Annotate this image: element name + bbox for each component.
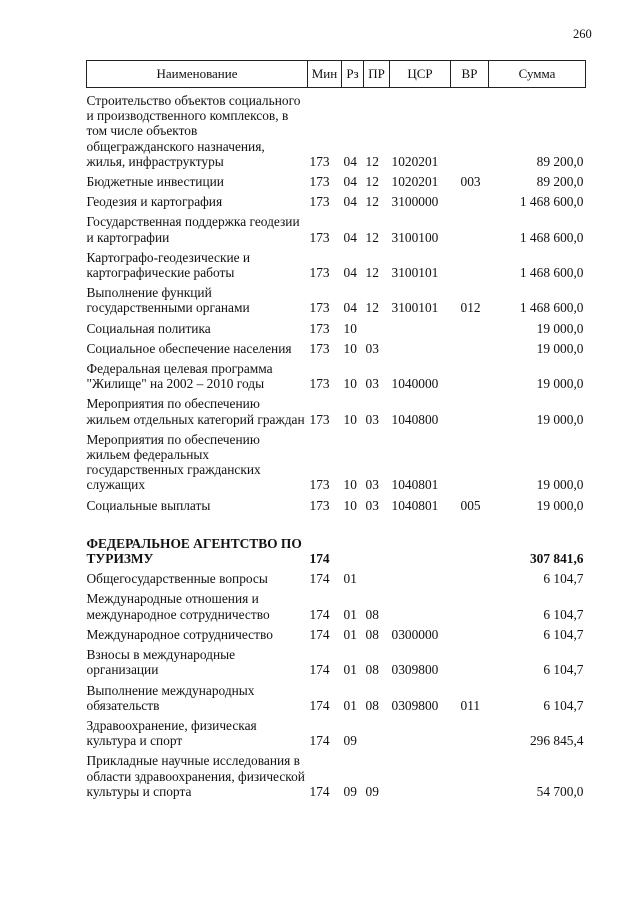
cell-pr: 12 [365,153,379,169]
cell-csr [390,316,451,336]
cell-sum: 19 000,0 [536,376,584,392]
cell-min: 174 [309,606,330,622]
header-sum: Сумма [489,61,586,88]
cell-csr: 3100000 [391,194,439,210]
cell-vr [451,336,489,356]
cell-csr: 3100100 [391,229,439,245]
cell-sum: 1 468 600,0 [519,265,584,281]
cell-rz: 10 [343,340,357,356]
cell-sum: 6 104,7 [543,606,584,622]
table-row [87,336,586,356]
cell-sum: 1 468 600,0 [519,229,584,245]
cell-rz: 10 [343,477,357,493]
table-row [87,748,586,799]
cell-vr [451,245,489,280]
cell-vr [451,189,489,209]
cell-vr [451,356,489,391]
cell-sum: 6 104,7 [543,662,584,678]
header-vr: ВР [451,61,489,88]
cell-rz: 10 [343,376,357,392]
cell-pr: 08 [365,626,379,642]
cell-name: Мероприятия по обеспечению жильем отдельных категорий граждан [86,396,305,427]
cell-sum: 19 000,0 [536,340,584,356]
cell-pr: 08 [365,697,379,713]
cell-name: Бюджетные инвестиции [86,174,224,190]
cell-sum: 89 200,0 [536,153,584,169]
page-number: 260 [573,27,592,41]
cell-rz: 01 [343,697,357,713]
cell-min: 173 [309,174,330,190]
cell-csr: 1040801 [391,477,439,493]
cell-vr: 003 [460,174,481,190]
cell-name: Общегосударственные вопросы [86,571,268,587]
table-row [87,713,586,748]
cell-vr [451,427,489,493]
table-row [87,209,586,244]
cell-min: 173 [309,153,330,169]
cell-vr [451,566,489,586]
table-row [87,586,586,621]
cell-min: 173 [309,340,330,356]
cell-min: 173 [309,300,330,316]
cell-min: 173 [309,497,330,513]
cell-min: 173 [309,320,330,336]
table-header-row [87,61,586,88]
cell-pr: 08 [365,662,379,678]
cell-rz: 04 [343,194,357,210]
cell-pr: 12 [365,174,379,190]
cell-pr: 12 [365,229,379,245]
cell-min: 174 [309,551,330,567]
cell-pr: 03 [365,376,379,392]
cell-pr: 03 [365,340,379,356]
cell-name: Картографо-геодезические и картографические работы [86,249,251,281]
cell-rz: 09 [343,783,357,799]
cell-name: Государственная поддержка геодезии и картографии [86,214,300,245]
cell-min: 174 [309,662,330,678]
cell-rz: 09 [343,733,357,749]
cell-sum: 296 845,4 [529,733,584,749]
cell-sum: 19 000,0 [536,320,584,336]
cell-csr [390,748,451,799]
cell-name: Социальная политика [86,320,211,336]
cell-vr [451,513,489,566]
cell-pr: 12 [365,265,379,281]
cell-rz [342,513,364,566]
cell-name: Международное сотрудничество [86,626,273,642]
cell-rz: 04 [343,153,357,169]
table-row [87,513,586,566]
table-row [87,622,586,642]
cell-pr [364,713,390,748]
cell-sum: 1 468 600,0 [519,300,584,316]
cell-rz: 01 [343,662,357,678]
cell-rz: 04 [343,229,357,245]
cell-vr [451,713,489,748]
cell-vr [451,88,489,170]
cell-csr: 1020201 [391,153,439,169]
cell-pr [364,513,390,566]
cell-sum: 89 200,0 [536,174,584,190]
header-min: Мин [308,61,342,88]
cell-name: Выполнение международных обязательств [86,682,255,713]
cell-csr: 3100101 [391,265,439,281]
cell-csr: 1040000 [391,376,439,392]
cell-pr [364,566,390,586]
cell-vr [451,622,489,642]
table-row [87,356,586,391]
cell-rz: 01 [343,606,357,622]
cell-sum: 307 841,6 [529,551,584,567]
cell-vr [451,316,489,336]
table-row [87,427,586,493]
cell-sum: 19 000,0 [536,411,584,427]
cell-vr [451,586,489,621]
cell-csr [390,713,451,748]
cell-rz: 04 [343,174,357,190]
table-row [87,642,586,677]
cell-sum: 1 468 600,0 [519,194,584,210]
cell-min: 173 [309,194,330,210]
cell-pr: 09 [365,783,379,799]
cell-name: Здравоохранение, физическая культура и спорт [86,717,257,749]
header-pr: ПР [364,61,390,88]
table-row [87,316,586,336]
cell-vr [451,748,489,799]
table-row [87,391,586,426]
cell-sum: 19 000,0 [536,497,584,513]
cell-min: 174 [309,733,330,749]
cell-min: 173 [309,229,330,245]
cell-sum: 6 104,7 [543,571,584,587]
cell-csr: 1040801 [391,497,439,513]
cell-rz: 04 [343,265,357,281]
cell-min: 174 [309,571,330,587]
cell-vr [451,642,489,677]
cell-min: 174 [309,626,330,642]
cell-name: ФЕДЕРАЛЬНОЕ АГЕНТСТВО ПО ТУРИЗМУ [86,535,302,567]
table-row [87,280,586,315]
cell-vr: 005 [460,497,481,513]
cell-csr: 0309800 [391,662,439,678]
cell-name: Федеральная целевая программа "Жилище" на 2002 – 2010 годы [86,361,273,392]
cell-csr: 0309800 [391,697,439,713]
table-row [87,678,586,713]
cell-min: 174 [309,783,330,799]
cell-min: 173 [309,376,330,392]
cell-sum: 6 104,7 [543,626,584,642]
cell-csr: 0300000 [391,626,439,642]
cell-name: Взносы в международные организации [86,647,236,678]
table-body [87,88,586,799]
cell-min: 173 [309,411,330,427]
cell-name: Выполнение функций государственными органами [86,285,250,316]
cell-name: Социальное обеспечение населения [86,340,292,356]
budget-table [86,60,586,799]
cell-min: 173 [309,477,330,493]
cell-pr: 08 [365,606,379,622]
cell-pr: 03 [365,477,379,493]
cell-vr [451,391,489,426]
cell-pr: 12 [365,194,379,210]
table-row [87,245,586,280]
table-row [87,189,586,209]
cell-rz: 10 [343,497,357,513]
cell-rz: 01 [343,626,357,642]
cell-name: Прикладные научные исследования в области здравоохранения, физической культуры и спорта [86,753,305,799]
cell-vr [451,209,489,244]
header-name: Наименование [87,61,308,88]
cell-pr: 03 [365,411,379,427]
cell-name: Строительство объектов социального и производственного комплексов, в том числе объектов общегражданского назначения, жилья, инфраструктуры [86,93,301,169]
cell-rz: 10 [343,320,357,336]
cell-name: Социальные выплаты [86,497,211,513]
cell-pr: 12 [365,300,379,316]
table-row [87,169,586,189]
cell-rz: 10 [343,411,357,427]
table-row [87,493,586,513]
header-csr: ЦСР [390,61,451,88]
cell-name: Мероприятия по обеспечению жильем федеральных государственных гражданских служащих [86,431,261,493]
cell-csr [390,586,451,621]
cell-name: Геодезия и картография [86,194,223,210]
cell-sum: 19 000,0 [536,477,584,493]
cell-csr: 1040800 [391,411,439,427]
cell-min: 173 [309,265,330,281]
cell-csr: 3100101 [391,300,439,316]
cell-csr [390,336,451,356]
table-row [87,88,586,170]
cell-rz: 01 [343,571,357,587]
cell-min: 174 [309,697,330,713]
table-row [87,566,586,586]
cell-vr: 011 [460,697,481,713]
cell-csr [390,513,451,566]
cell-csr: 1020201 [391,174,439,190]
cell-sum: 54 700,0 [536,783,584,799]
cell-csr [390,566,451,586]
cell-pr: 03 [365,497,379,513]
cell-rz: 04 [343,300,357,316]
header-rz: Рз [342,61,364,88]
cell-pr [364,316,390,336]
cell-name: Международные отношения и международное сотрудничество [86,591,270,622]
cell-vr: 012 [460,300,481,316]
cell-sum: 6 104,7 [543,697,584,713]
